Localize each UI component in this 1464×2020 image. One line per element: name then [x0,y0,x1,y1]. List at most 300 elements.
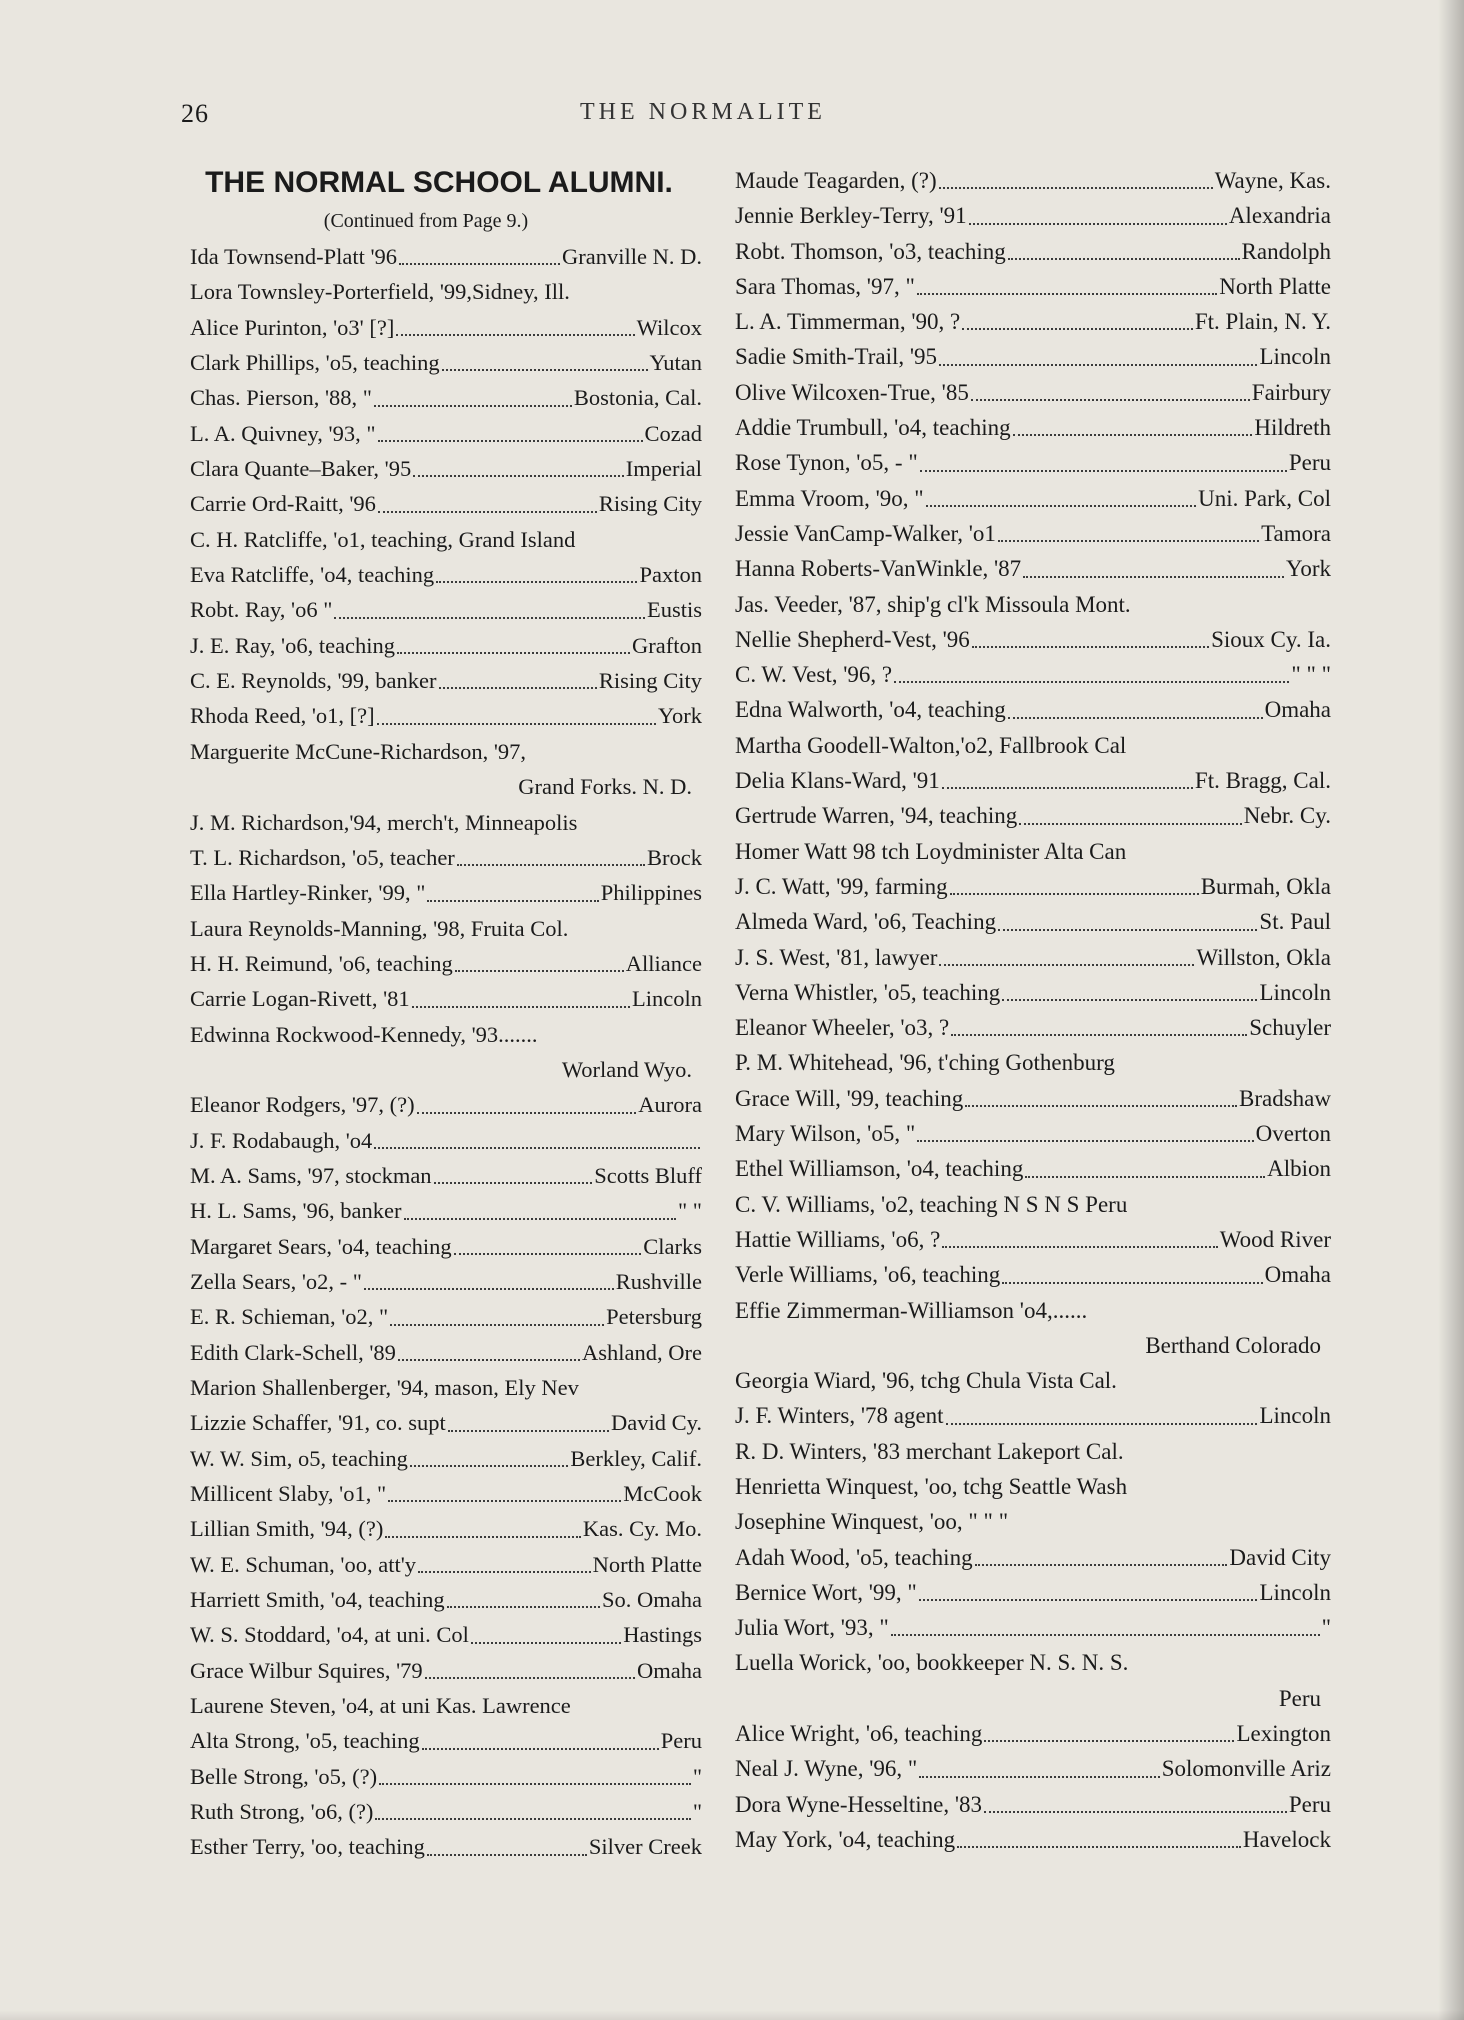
alumni-name: Verna Whistler, 'o5, teaching [735,979,1001,1005]
alumni-location: Randolph [1241,238,1331,264]
alumni-location: York [1286,556,1331,582]
alumni-entry [735,692,1331,727]
dot-leader [434,1182,593,1184]
page-bottom-shadow [0,2010,1464,2020]
dot-leader [379,1783,691,1785]
alumni-entry [190,698,702,733]
alumni-name: Ruth Strong, 'o6, (?) [190,1799,374,1825]
alumni-location: Philippines [600,880,702,906]
alumni-name: Rose Tynon, 'o5, - " [735,450,918,476]
alumni-entry [190,1617,702,1652]
alumni-name: Verle Williams, 'o6, teaching [735,1262,1001,1288]
alumni-name: Jennie Berkley-Terry, '91 [735,203,967,229]
dot-leader [919,1599,1258,1601]
alumni-entry [190,1087,702,1122]
dot-leader [1002,999,1257,1001]
alumni-entry [190,1511,702,1546]
alumni-entry [735,1151,1331,1186]
dot-leader [399,263,560,265]
alumni-location: Nebr. Cy. [1243,803,1331,829]
alumni-entry [190,1547,702,1582]
alumni-entry: Marion Shallenberger, '94, mason, Ely Nev [190,1375,579,1400]
alumni-entry [190,1829,702,1864]
alumni-location: North Platte [1219,273,1331,299]
dot-leader [920,470,1287,472]
alumni-name: Belle Strong, 'o5, (?) [190,1763,378,1789]
alumni-name: Hattie Williams, 'o6, ? [735,1226,941,1252]
alumni-location: McCook [623,1481,702,1507]
alumni-entry-continuation: Worland Wyo. [561,1056,692,1082]
alumni-location: Wood River [1219,1226,1331,1252]
alumni-location: Scotts Bluff [594,1162,702,1188]
alumni-entry [735,1398,1331,1433]
alumni-entry [190,592,702,627]
alumni-name: Jessie VanCamp-Walker, 'o1 [735,520,996,546]
alumni-entry [190,1476,702,1511]
alumni-entry: Laura Reynolds-Manning, '98, Fruita Col. [190,915,569,941]
alumni-entry [735,1716,1331,1751]
alumni-entry [190,380,702,415]
alumni-location: Lincoln [1259,1403,1331,1429]
alumni-name: L. A. Timmerman, '90, ? [735,309,961,335]
alumni-entry [190,451,702,486]
alumni-entry [190,1582,702,1617]
alumni-name: May York, 'o4, teaching [735,1826,956,1852]
dot-leader [422,1748,659,1750]
alumni-location: Ashland, Ore [582,1339,702,1365]
alumni-entry [190,1158,702,1193]
dot-leader [378,511,597,513]
alumni-entry [735,1116,1331,1151]
alumni-name: Alice Purinton, 'o3' [?] [190,314,395,340]
dot-leader [919,1776,1159,1778]
alumni-name: Ella Hartley-Rinker, '99, " [190,880,426,906]
alumni-location: Lexington [1236,1721,1331,1747]
dot-leader [1025,1176,1265,1178]
alumni-location: Omaha [1264,697,1331,723]
alumni-location: Bradshaw [1239,1085,1331,1111]
alumni-entry: Georgia Wiard, '96, tchg Chula Vista Cal. [735,1368,1117,1394]
alumni-entry [735,657,1331,692]
alumni-name: Maude Teagarden, (?) [735,168,937,193]
dot-leader [413,475,624,477]
alumni-entry [735,516,1331,551]
alumni-name: Hanna Roberts-VanWinkle, '87 [735,556,1022,582]
alumni-name: J. C. Watt, '99, farming [735,873,948,899]
alumni-entry [190,1441,702,1476]
alumni-location: Albion [1267,1156,1331,1182]
alumni-name: Sara Thomas, '97, " [735,273,915,299]
alumni-location: Aurora [638,1092,702,1118]
alumni-name: J. E. Ray, 'o6, teaching [190,632,396,658]
alumni-entry [190,557,702,592]
alumni-entry [190,1193,702,1228]
alumni-name: Edith Clark-Schell, '89 [190,1339,396,1365]
dot-leader [951,1034,1247,1036]
alumni-location: Fairbury [1251,379,1331,405]
dot-leader [425,1677,635,1679]
alumni-entry [190,1264,702,1299]
dot-leader [939,364,1257,366]
alumni-entry: C. H. Ratcliffe, 'o1, teaching, Grand Island [190,526,576,552]
right-column [735,163,1331,1857]
alumni-name: H. H. Reimund, 'o6, teaching [190,950,453,976]
alumni-location: Uni. Park, Col [1198,485,1331,511]
alumni-name: Emma Vroom, '9o, " [735,485,924,511]
alumni-location: Lincoln [632,986,702,1012]
alumni-location: St. Paul [1259,909,1331,935]
dot-leader [417,1112,637,1114]
alumni-location: " [692,1763,702,1789]
alumni-entry [735,975,1331,1010]
alumni-name: Grace Will, '99, teaching [735,1085,964,1111]
alumni-location: Imperial [625,456,702,482]
dot-leader [377,723,656,725]
alumni-name: Zella Sears, 'o2, - " [190,1268,362,1294]
dot-leader [1008,717,1263,719]
dot-leader [946,1423,1258,1425]
alumni-location: Ft. Plain, N. Y. [1194,309,1331,335]
alumni-entry [190,1335,702,1370]
alumni-entry [735,798,1331,833]
alumni-entry [735,163,1331,198]
alumni-name: Eleanor Wheeler, 'o3, ? [735,1015,950,1041]
running-title: THE NORMALITE [580,99,826,125]
alumni-entry [190,345,702,380]
alumni-entry: J. M. Richardson,'94, merch't, Minneapolis [190,809,578,835]
alumni-entry [735,410,1331,445]
alumni-name: W. E. Schuman, 'oo, att'y [190,1551,416,1577]
alumni-entry [190,875,702,910]
alumni-name: Esther Terry, 'oo, teaching [190,1834,425,1860]
section-subtitle: (Continued from Page 9.) [323,210,529,232]
alumni-location: Hastings [623,1622,702,1648]
alumni-name: Chas. Pierson, '88, " [190,385,372,411]
alumni-name: Margaret Sears, 'o4, teaching [190,1233,452,1259]
alumni-name: Addie Trumbull, 'o4, teaching [735,415,1011,441]
alumni-entry [735,940,1331,975]
alumni-name: Rhoda Reed, 'o1, [?] [190,703,375,729]
dot-leader [375,1818,690,1820]
alumni-entry [735,198,1331,233]
alumni-entry [735,375,1331,410]
dot-leader [917,1140,1253,1142]
alumni-entry [190,1123,702,1158]
dot-leader [939,964,1194,966]
alumni-entry: Henrietta Winquest, 'oo, tchg Seattle Wash [735,1473,1128,1499]
alumni-entry: R. D. Winters, '83 merchant Lakeport Cal. [735,1438,1124,1464]
alumni-location: Lincoln [1259,979,1331,1005]
alumni-name: T. L. Richardson, 'o5, teacher [190,844,455,870]
alumni-entry [735,269,1331,304]
dot-leader [410,1465,568,1467]
alumni-location: Silver Creek [588,1834,702,1860]
dot-leader [390,1324,604,1326]
dot-leader [917,293,1217,295]
alumni-location: Solomonville Ariz [1161,1756,1331,1782]
alumni-entry [735,339,1331,374]
alumni-name: Ethel Williamson, 'o4, teaching [735,1156,1024,1182]
alumni-location: Cozad [644,420,702,446]
left-column [190,163,702,1865]
alumni-location: David Cy. [610,1410,702,1436]
alumni-entry [190,239,702,274]
dot-leader [385,1536,580,1538]
alumni-name: Robt. Ray, 'o6 " [190,597,333,623]
dot-leader [894,681,1289,683]
alumni-entry [735,1822,1331,1857]
dot-leader [412,1006,630,1008]
alumni-entry [735,1081,1331,1116]
alumni-name: Lillian Smith, '94, (?) [190,1516,384,1542]
alumni-entry: Marguerite McCune-Richardson, '97, [190,738,527,764]
alumni-name: Clark Phillips, 'o5, teaching [190,350,440,376]
alumni-entry [190,628,702,663]
alumni-location: Kas. Cy. Mo. [582,1516,702,1542]
alumni-name: Alice Wright, 'o6, teaching [735,1721,983,1747]
alumni-location: Sioux Cy. Ia. [1211,626,1331,652]
alumni-entry [190,1794,702,1829]
dot-leader [1013,434,1253,436]
dot-leader [447,1606,600,1608]
dot-leader [427,1854,587,1856]
alumni-location: Paxton [639,562,702,588]
right-alumni-list [735,163,1331,1857]
alumni-name: Carrie Ord-Raitt, '96 [190,491,376,517]
alumni-name: Carrie Logan-Rivett, '81 [190,986,410,1012]
alumni-location: David City [1229,1544,1331,1570]
alumni-location: Petersburg [606,1304,702,1330]
dot-leader [404,1218,676,1220]
alumni-entry: Laurene Steven, 'o4, at uni Kas. Lawrence [190,1693,571,1719]
dot-leader [926,505,1196,507]
alumni-name: Clara Quante–Baker, '95 [190,456,412,482]
alumni-name: Nellie Shepherd-Vest, '96 [735,626,970,652]
dot-leader [439,687,597,689]
section-title: THE NORMAL SCHOOL ALUMNI. [205,166,673,199]
alumni-location: Brock [647,844,702,870]
dot-leader [998,929,1257,931]
alumni-entry [735,1575,1331,1610]
alumni-location: " " [678,1198,702,1224]
alumni-location: Peru [660,1728,702,1754]
alumni-name: C. W. Vest, '96, ? [735,662,893,688]
dot-leader [454,1253,642,1255]
dot-leader [388,1500,621,1502]
alumni-name: M. A. Sams, '97, stockman [190,1162,432,1188]
alumni-entry: Edwinna Rockwood-Kennedy, '93....... [190,1021,538,1047]
alumni-location: Hildreth [1254,415,1331,441]
dot-leader [1002,1282,1262,1284]
alumni-location: Bostonia, Cal. [573,385,702,411]
alumni-entry [190,486,702,521]
dot-leader [942,787,1193,789]
alumni-name: E. R. Schieman, 'o2, " [190,1304,389,1330]
dot-leader [891,1634,1320,1636]
alumni-location: Wilcox [636,314,702,340]
alumni-name: J. S. West, '81, lawyer [735,944,938,970]
dot-leader [957,1846,1241,1848]
dot-leader [1019,823,1241,825]
alumni-entry-continuation: Grand Forks. N. D. [518,774,692,800]
alumni-location: Lincoln [1259,1579,1331,1605]
alumni-location: Ft. Bragg, Cal. [1194,768,1331,794]
dot-leader [374,1147,700,1149]
alumni-location: Schuyler [1249,1015,1331,1041]
dot-leader [950,893,1199,895]
alumni-name: Harriett Smith, 'o4, teaching [190,1587,445,1613]
alumni-location: Clarks [643,1233,702,1259]
alumni-location: Rising City [598,668,702,694]
alumni-entry [190,840,702,875]
dot-leader [397,652,630,654]
dot-leader [971,399,1250,401]
dot-leader [396,334,634,336]
alumni-name: Adah Wood, 'o5, teaching [735,1544,973,1570]
alumni-entry [735,234,1331,269]
alumni-name: Millicent Slaby, 'o1, " [190,1481,387,1507]
dot-leader [984,1740,1234,1742]
alumni-entry: P. M. Whitehead, '96, t'ching Gothenburg [735,1050,1115,1076]
alumni-name: Edna Walworth, 'o4, teaching [735,697,1006,723]
dot-leader [471,1642,621,1644]
alumni-location: Peru [1288,450,1331,476]
alumni-location: North Platte [592,1551,702,1577]
alumni-name: Sadie Smith-Trail, '95 [735,344,938,370]
alumni-location: Rising City [598,491,702,517]
alumni-location: Peru [1288,1791,1331,1817]
alumni-name: Grace Wilbur Squires, '79 [190,1657,423,1683]
alumni-location: " [692,1799,702,1825]
alumni-location: Lincoln [1259,344,1331,370]
alumni-entry [735,1787,1331,1822]
dot-leader [398,1359,580,1361]
dot-leader [972,646,1209,648]
dot-leader [418,1571,591,1573]
alumni-location: " " " [1291,662,1331,688]
dot-leader [1023,576,1284,578]
dot-leader [442,369,648,371]
alumni-entry [190,663,702,698]
alumni-entry [190,946,702,981]
alumni-location: Granville N. D. [562,244,702,269]
alumni-entry [735,763,1331,798]
alumni-location: Rushville [615,1268,702,1294]
alumni-name: Delia Klans-Ward, '91 [735,768,940,794]
alumni-entry [190,1723,702,1758]
alumni-location: Tamora [1261,520,1331,546]
alumni-name: Robt. Thomson, 'o3, teaching [735,238,1006,264]
alumni-name: Julia Wort, '93, " [735,1615,889,1641]
dot-leader [998,540,1259,542]
alumni-location: Wayne, Kas. [1214,168,1331,193]
alumni-location: Yutan [649,350,702,376]
alumni-entry [190,1299,702,1334]
alumni-name: Neal J. Wyne, '96, " [735,1756,918,1782]
alumni-name: Gertrude Warren, '94, teaching [735,803,1018,829]
dot-leader [939,187,1213,189]
alumni-name: Ida Townsend-Platt '96 [190,244,398,269]
alumni-name: Olive Wilcoxen-True, '85 [735,379,969,405]
alumni-entry [190,981,702,1016]
dot-leader [436,581,637,583]
alumni-entry [735,304,1331,339]
left-alumni-list [190,239,702,1865]
alumni-name: C. E. Reynolds, '99, banker [190,668,437,694]
dot-leader [457,864,645,866]
alumni-entry [735,551,1331,586]
alumni-location: So. Omaha [602,1587,702,1613]
alumni-entry: Homer Watt 98 tch Loydminister Alta Can [735,838,1127,864]
alumni-location: Grafton [632,632,702,658]
alumni-name: Eva Ratcliffe, 'o4, teaching [190,562,435,588]
alumni-entry-continuation: Berthand Colorado [1145,1332,1321,1358]
dot-leader [364,1288,614,1290]
alumni-entry: C. V. Williams, 'o2, teaching N S N S Peru [735,1191,1128,1217]
alumni-location: Havelock [1242,1826,1331,1852]
dot-leader [1008,258,1240,260]
dot-leader [962,328,1193,330]
alumni-entry [190,1229,702,1264]
alumni-location: Omaha [637,1657,702,1683]
alumni-entry [735,622,1331,657]
alumni-entry [735,1751,1331,1786]
alumni-entry [190,1653,702,1688]
alumni-location: Overton [1255,1121,1331,1147]
dot-leader [448,1430,609,1432]
alumni-name: J. F. Rodabaugh, 'o4 [190,1127,373,1153]
dot-leader [378,440,643,442]
alumni-entry [190,1759,702,1794]
alumni-entry [190,416,702,451]
alumni-entry [735,445,1331,480]
alumni-entry: Effie Zimmerman-Williamson 'o4,...... [735,1297,1088,1323]
alumni-entry [735,481,1331,516]
dot-leader [374,405,572,407]
alumni-location: Alexandria [1228,203,1331,229]
alumni-name: W. W. Sim, o5, teaching [190,1445,408,1471]
alumni-entry: Lora Townsley-Porterfield, '99,Sidney, Ill. [190,279,570,305]
dot-leader [984,1811,1287,1813]
alumni-entry: Josephine Winquest, 'oo, " " " [735,1509,1009,1535]
dot-leader [965,1105,1237,1107]
dot-leader [969,223,1227,225]
alumni-entry [735,904,1331,939]
alumni-name: Dora Wyne-Hesseltine, '83 [735,1791,982,1817]
alumni-location: Alliance [625,950,702,976]
alumni-name: H. L. Sams, '96, banker [190,1198,402,1224]
alumni-entry [735,1257,1331,1292]
alumni-entry-continuation: Peru [1278,1685,1321,1711]
alumni-name: W. S. Stoddard, 'o4, at uni. Col [190,1622,469,1648]
alumni-entry [735,1222,1331,1257]
alumni-entry: Jas. Veeder, '87, ship'g cl'k Missoula Mont. [735,591,1131,617]
alumni-location: Willston, Okla [1196,944,1331,970]
alumni-entry [735,869,1331,904]
alumni-location: Eustis [646,597,702,623]
alumni-name: J. F. Winters, '78 agent [735,1403,944,1429]
dot-leader [334,617,645,619]
alumni-location: York [658,703,702,729]
dot-leader [942,1246,1217,1248]
alumni-entry [735,1010,1331,1045]
alumni-name: Mary Wilson, 'o5, " [735,1121,916,1147]
alumni-name: Almeda Ward, 'o6, Teaching [735,909,997,935]
alumni-name: Alta Strong, 'o5, teaching [190,1728,420,1754]
alumni-name: Eleanor Rodgers, '97, (?) [190,1092,415,1118]
alumni-entry [735,1610,1331,1645]
page-edge-shadow [1438,0,1464,2020]
